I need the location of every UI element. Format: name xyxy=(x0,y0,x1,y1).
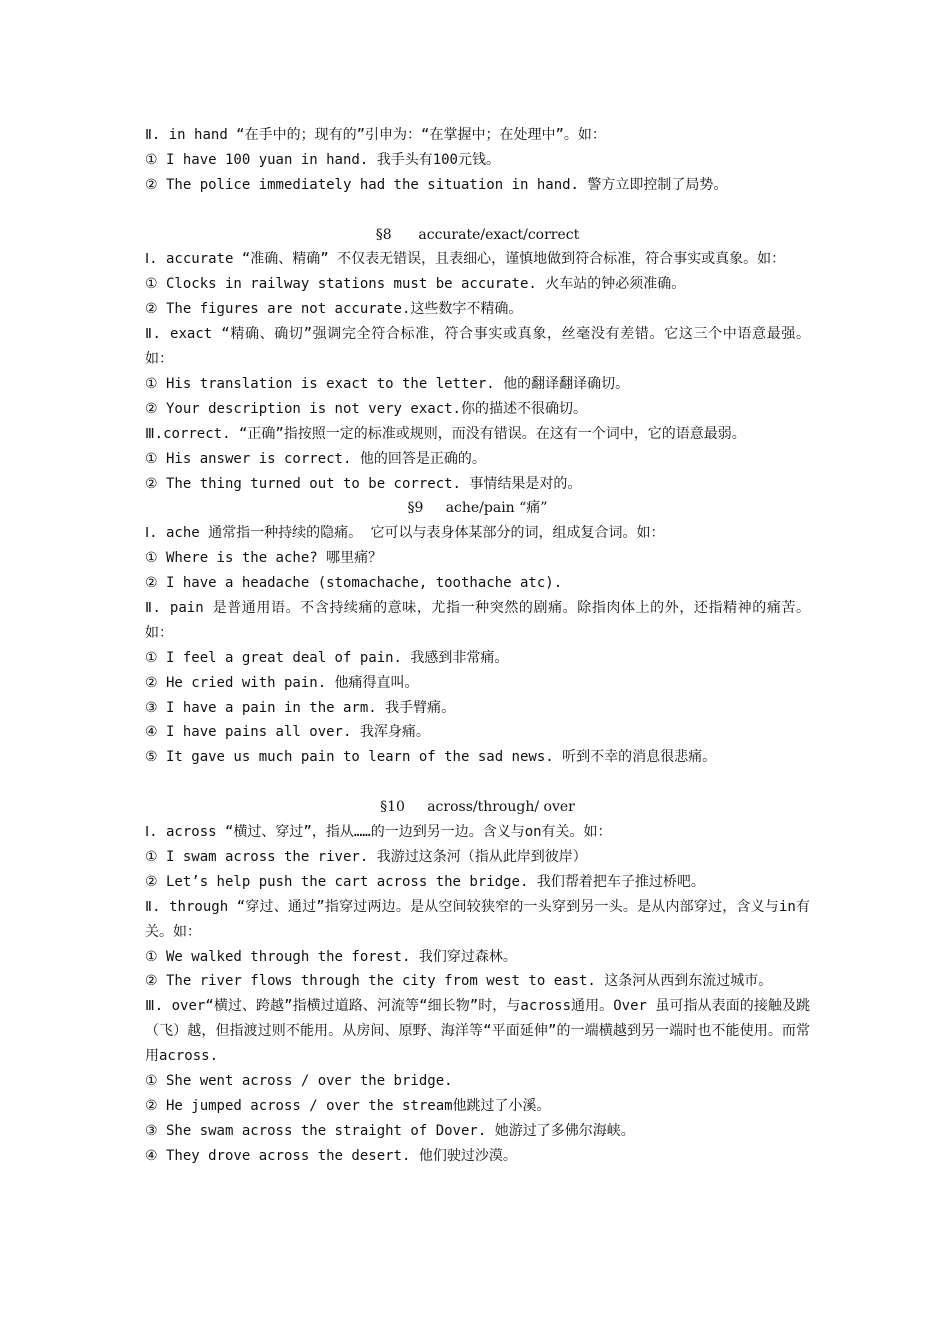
sec10-example-5: ① She went across / over the bridge. xyxy=(145,1073,453,1090)
spacer xyxy=(145,198,810,223)
sec9-example-3: ① I feel a great deal of pain. 我感到非常痛。 xyxy=(145,649,509,666)
sec8-definition-2: Ⅱ. exact “精确、确切”强调完全符合标准，符合事实或真象，丝毫没有差错。它这三个中语意最强。如： xyxy=(145,326,810,368)
sec8-example-3: ① His translation is exact to the letter. 他的翻译翻译确切。 xyxy=(145,375,630,392)
sec10-heading: §10 across/through/ over xyxy=(380,799,575,816)
sec9-example-5: ③ I have a pain in the arm. 我手臂痛。 xyxy=(145,699,456,716)
sec8-definition-3: Ⅲ.correct. “正确”指按照一定的标准或规则，而没有错误。在这有一个词中，它的语意最弱。 xyxy=(145,425,746,442)
sec9-definition-1: Ⅰ. ache 通常指一种持续的隐痛。 它可以与表身体某部分的词，组成复合词。如： xyxy=(145,525,665,542)
sec7-example-1: ① I have 100 yuan in hand. 我手头有100元钱。 xyxy=(145,151,500,168)
sec9-example-2: ② I have a headache (stomachache, toothache atc). xyxy=(145,575,563,592)
document-page xyxy=(145,123,810,1169)
sec9-example-7: ⑤ It gave us much pain to learn of the sad news. 听到不幸的消息很悲痛。 xyxy=(145,749,717,766)
sec10-example-2: ② Let’s help push the cart across the bridge. 我们帮着把车子推过桥吧。 xyxy=(145,873,705,890)
sec8-heading: §8 accurate/exact/correct xyxy=(375,226,580,243)
sec8-example-2: ② The figures are not accurate.这些数字不精确。 xyxy=(145,301,523,318)
sec10-definition-2: Ⅱ. through “穿过、通过”指穿过两边。是从空间较狭窄的一头穿到另一头。是从内部穿过，含义与in有关。如： xyxy=(145,898,810,940)
sec10-example-6: ② He jumped across / over the stream他跳过了小溪。 xyxy=(145,1097,551,1114)
sec10-example-1: ① I swam across the river. 我游过这条河（指从此岸到彼岸） xyxy=(145,848,587,865)
sec7-example-2: ② The police immediately had the situation in hand. 警方立即控制了局势。 xyxy=(145,176,728,193)
sec10-example-4: ② The river flows through the city from west to east. 这条河从西到东流过城市。 xyxy=(145,973,773,990)
sec8-definition-1: Ⅰ. accurate “准确、精确” 不仅表无错误，且表细心，谨慎地做到符合标准，符合事实或真象。如： xyxy=(145,251,786,268)
sec10-example-3: ① We walked through the forest. 我们穿过森林。 xyxy=(145,948,517,965)
sec8-example-6: ② The thing turned out to be correct. 事情结果是对的。 xyxy=(145,475,582,492)
sec8-example-1: ① Clocks in railway stations must be accurate. 火车站的钟必须准确。 xyxy=(145,276,686,293)
sec9-example-4: ② He cried with pain. 他痛得直叫。 xyxy=(145,674,419,691)
sec10-definition-3: Ⅲ. over“横过、跨越”指横过道路、河流等“细长物”时，与across通用。Over 虽可指从表面的接触及跳（飞）越，但指渡过则不能用。从房间、原野、海洋等“平面延伸”的一端横越到另一端时也不能使用。而常用across. xyxy=(145,998,810,1065)
sec8-example-5: ① His answer is correct. 他的回答是正确的。 xyxy=(145,450,486,467)
sec10-example-7: ③ She swam across the straight of Dover. 她游过了多佛尔海峡。 xyxy=(145,1122,635,1139)
sec9-example-1: ① Where is the ache? 哪里痛？ xyxy=(145,550,383,567)
spacer xyxy=(145,770,810,795)
sec10-definition-1: Ⅰ. across “横过、穿过”，指从……的一边到另一边。含义与on有关。如： xyxy=(145,824,612,841)
sec10-example-8: ④ They drove across the desert. 他们驶过沙漠。 xyxy=(145,1147,517,1164)
sec9-definition-2: Ⅱ. pain 是普通用语。不含持续痛的意味，尤指一种突然的剧痛。除指肉体上的外，还指精神的痛苦。如： xyxy=(145,599,810,641)
sec8-example-4: ② Your description is not very exact.你的描述不很确切。 xyxy=(145,400,587,417)
sec7-definition-2: Ⅱ. in hand “在手中的；现有的”引申为：“在掌握中；在处理中”。如： xyxy=(145,127,606,143)
sec9-heading: §9 ache/pain “痛” xyxy=(407,500,548,517)
sec9-example-6: ④ I have pains all over. 我浑身痛。 xyxy=(145,724,430,741)
